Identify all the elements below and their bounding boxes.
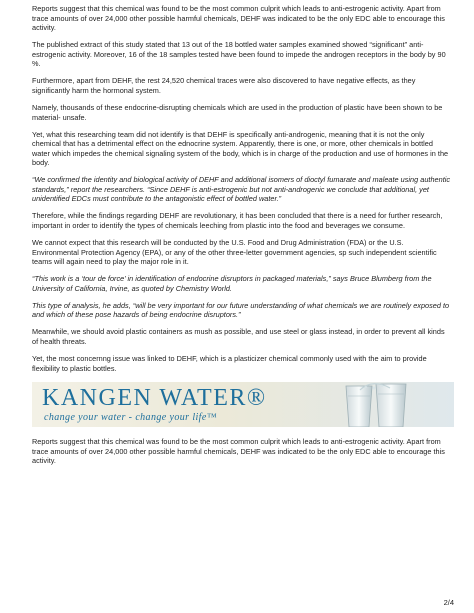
paragraph: Reports suggest that this chemical was found to be the most common culprit which leads to anti-estrogenic activity. Apart from trace amounts of over 24,000 other possible harmful chemicals, DEHF was indicated to be the only EDC able to encourage this activity. xyxy=(32,437,445,466)
banner-title: KANGEN WATER® xyxy=(42,385,267,412)
paragraph: The published extract of this study stated that 13 out of the 18 bottled water samples examined showed “significant” anti-estrogenic activity. Moreover, 16 of the 18 samples tested have been found to impede the androgen receptors in the body by 90 %. xyxy=(32,40,446,69)
page-number: 2/4 xyxy=(443,598,454,607)
article-body-bottom xyxy=(32,437,452,466)
quote-paragraph: “We confirmed the identity and biological activity of DEHF and additional isomers of dioctyl fumarate and maleate using authentic standards,” report the researchers. “Since DEHF is anti-estrogenic but not anti-androgenic we conclude that additional, yet unidentified EDCs must contribute to the antagonistic effect of bottled water.” xyxy=(32,175,451,204)
document-page xyxy=(32,4,452,473)
paragraph: We cannot expect that this research will be conducted by the U.S. Food and Drug Administration (FDA) or the U.S. Environmental Protection Agency (EPA), or any of the other three-letter government agencies, sp such independent scientific teams will again need to play the major role in it. xyxy=(32,238,437,267)
article-body-top xyxy=(32,4,452,373)
paragraph: Namely, thousands of these endocrine-disrupting chemicals which are used in the production of plastic have been shown to be material- unsafe. xyxy=(32,102,443,122)
paragraph: Furthermore, apart from DEHF, the rest 24,520 chemical traces were also discovered to have negative effects, as they significantly harm the hormonal system. xyxy=(32,76,416,95)
kangen-water-banner[interactable] xyxy=(32,382,454,427)
paragraph: Reports suggest that this chemical was found to be the most common culprit which leads to anti-estrogenic activity. Apart from trace amounts of over 24,000 other possible harmful chemicals, DEHF was indicated to be the only EDC able to encourage this activity. xyxy=(32,4,445,33)
paragraph: Yet, the most concernng issue was linked to DEHF, which is a plasticizer chemical commonly used with the aim to provide flexibility to plastic bottles. xyxy=(32,353,427,373)
quote-paragraph: This type of analysis, he adds, “will be very important for our future understanding of what chemicals we are routinely exposed to and which of these pose hazards of being endocrine disruptors.” xyxy=(32,300,450,320)
paragraph: Therefore, while the findings regarding DEHF are revolutionary, it has been concluded that there is a need for further research, important in order to identify the types of chemicals leeching from plastic into the food and beverages we consume. xyxy=(32,211,443,231)
banner-subtitle: change your water - change your life™ xyxy=(44,412,217,424)
glass-right-icon xyxy=(376,384,406,427)
glass-left-icon xyxy=(346,386,372,427)
quote-paragraph: “This work is a ‘tour de force’ in identification of endocrine disruptors in packaged materials,” says Bruce Blumberg from the University of California, Irvine, as quoted by Chemistry World. xyxy=(32,274,432,293)
water-glasses-image xyxy=(294,382,454,427)
paragraph: Meanwhile, we should avoid plastic containers as mush as possible, and use steel or glass instead, in order to prevent all kinds of health threats. xyxy=(32,327,445,346)
paragraph: Yet, what this researching team did not identify is that DEHF is specifically anti-androgenic, meaning that it is not the only chemical that has a detrimental effect on the ednocrine system. Apparently, there is one, or more, other chemicals in bottled water which impedes the chemical signaling system of the body, which is in charge of the production and use of hormones in the body. xyxy=(32,129,449,168)
